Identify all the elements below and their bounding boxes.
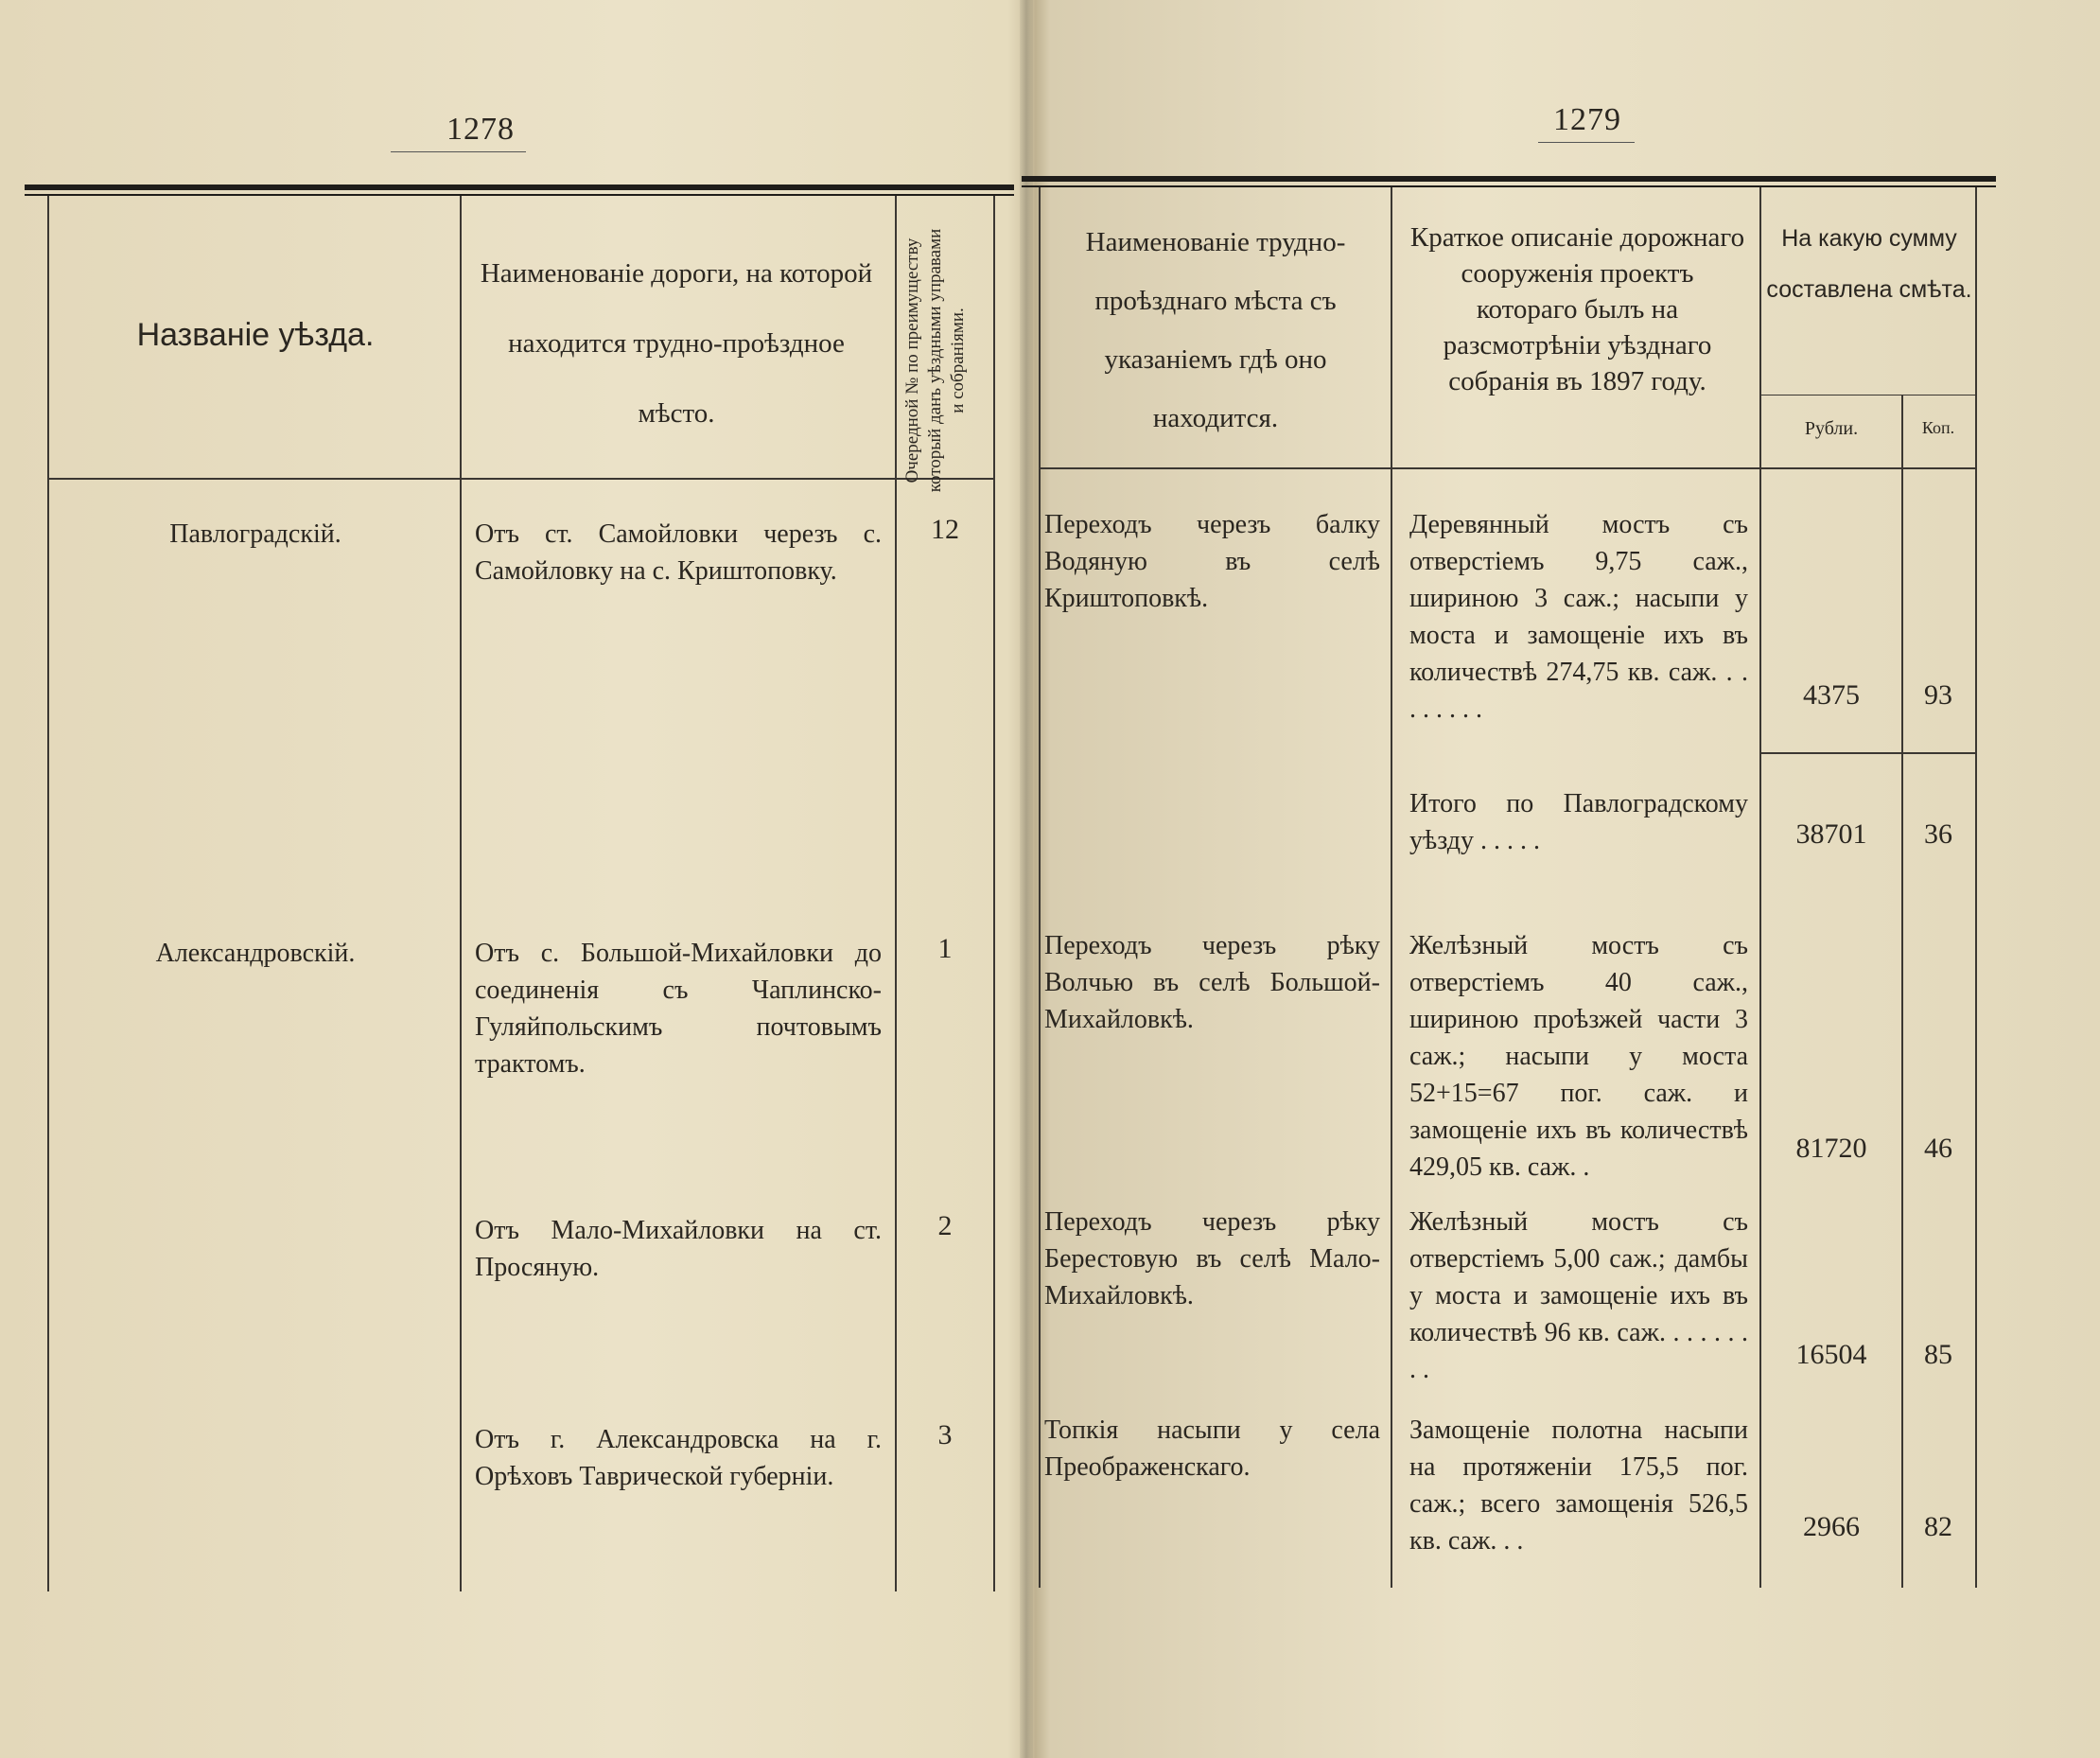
right-table-left-border — [1039, 187, 1041, 1588]
rubles-row-3: 16504 — [1795, 1339, 1867, 1370]
kopecks-row-3: 85 — [1924, 1339, 1952, 1370]
description-row-1: Деревянный мостъ съ отверстіемъ 9,75 саж., шириною 3 саж.; насыпи у моста и замощеніе ихъ въ количествѣ 274,75 кв. саж. . . . . . . . . — [1409, 510, 1748, 724]
header-order-number: Очередной № по преимуществу который данъ уѣздными управами и собраніями. — [902, 228, 968, 493]
description-row-4: Замощеніе полотна насыпи на протяженіи 175,5 пог. саж.; всего замощенія 526,5 кв. саж. . . — [1409, 1415, 1748, 1556]
kopecks-row-2: 46 — [1924, 1133, 1952, 1164]
road-row-3: Отъ Мало-Михайловки на ст. Просяную. — [475, 1216, 882, 1282]
subtotal-rule — [1761, 752, 1975, 754]
left-top-rule — [25, 185, 1014, 190]
left-col-divider-3 — [993, 196, 995, 1591]
right-top-rule — [1022, 176, 1996, 182]
right-table-right-border — [1975, 187, 1977, 1588]
header-place: Наименованіе трудно-проѣзднаго мѣста съ указаніемъ гдѣ оно находится. — [1085, 227, 1346, 433]
kopecks-row-1: 93 — [1924, 679, 1952, 711]
right-page-number-rule — [1538, 142, 1635, 143]
place-row-4: Топкія насыпи у села Преображенскаго. — [1044, 1415, 1380, 1482]
order-row-3: 2 — [937, 1210, 953, 1241]
left-top-rule-thin — [25, 194, 1014, 196]
right-col-divider-1 — [1391, 187, 1392, 1588]
left-col-divider-2 — [895, 196, 897, 1591]
kopecks-subtotal: 36 — [1924, 818, 1952, 850]
district-aleksandrovsk: Александровскій. — [155, 939, 356, 968]
right-header-rule — [1039, 467, 1977, 469]
road-row-2: Отъ с. Большой-Михайловки до соединенія съ Чаплинско-Гуляйпольскимъ почтовымъ трактомъ. — [475, 939, 882, 1079]
description-subtotal: Итого по Павлоградскому уѣзду . . . . . — [1409, 789, 1748, 855]
rubles-row-2: 81720 — [1795, 1133, 1867, 1164]
header-description: Краткое описаніе дорожнаго сооруженія проектъ котораго былъ на разсмотрѣніи уѣзднаго собранія въ 1897 году. — [1409, 222, 1745, 396]
left-page-number-rule — [391, 151, 526, 152]
kopecks-row-4: 82 — [1924, 1511, 1952, 1542]
left-table-border — [47, 196, 49, 1591]
order-row-1: 12 — [931, 514, 959, 545]
rubles-subtotal: 38701 — [1795, 818, 1867, 850]
header-sum: На какую сумму составлена смѣта. — [1766, 225, 1972, 303]
left-page-number: 1278 — [446, 112, 515, 147]
place-row-2: Переходъ черезъ рѣку Волчью въ селѣ Большой-Михайловкѣ. — [1044, 931, 1380, 1034]
order-row-2: 1 — [937, 933, 953, 964]
left-header-rule — [47, 478, 995, 480]
place-row-3: Переходъ черезъ рѣку Берестовую въ селѣ Мало-Михайловкѣ. — [1044, 1207, 1380, 1310]
right-page-number: 1279 — [1553, 102, 1621, 137]
place-row-1: Переходъ черезъ балку Водяную въ селѣ Криштоповкѣ. — [1044, 510, 1380, 613]
rubles-row-1: 4375 — [1803, 679, 1860, 711]
header-rubles: Рубли. — [1804, 418, 1859, 439]
order-row-4: 3 — [937, 1419, 953, 1450]
left-col-divider-1 — [460, 196, 462, 1591]
right-top-rule-thin — [1022, 185, 1996, 187]
district-pavlograd: Павлоградскій. — [169, 519, 341, 549]
header-district: Названіе уѣзда. — [136, 317, 375, 353]
right-col-divider-2 — [1759, 187, 1761, 1588]
road-row-1: Отъ ст. Самойловки черезъ с. Самойловку на с. Криштоповку. — [475, 519, 882, 586]
description-row-2: Желѣзный мостъ съ отверстіемъ 40 саж., шириною проѣзжей части 3 саж.; насыпи у моста 52+15=67 пог. саж. и замощеніе ихъ въ количествѣ 429,05 кв. саж. . — [1409, 931, 1748, 1182]
right-col-divider-3 — [1901, 396, 1903, 1588]
header-road: Наименованіе дороги, на которой находится трудно-проѣздное мѣсто. — [480, 258, 873, 429]
header-kopecks: Коп. — [1921, 418, 1955, 437]
description-row-3: Желѣзный мостъ съ отверстіемъ 5,00 саж.; дамбы у моста и замощеніе ихъ въ количествѣ 96 кв. саж. . . . . . . . . — [1409, 1207, 1748, 1384]
rubles-row-4: 2966 — [1803, 1511, 1860, 1542]
sum-subheader-rule — [1761, 395, 1975, 396]
book-gutter — [1020, 0, 1033, 1758]
road-row-4: Отъ г. Александровска на г. Орѣховъ Таврической губерніи. — [475, 1425, 882, 1491]
